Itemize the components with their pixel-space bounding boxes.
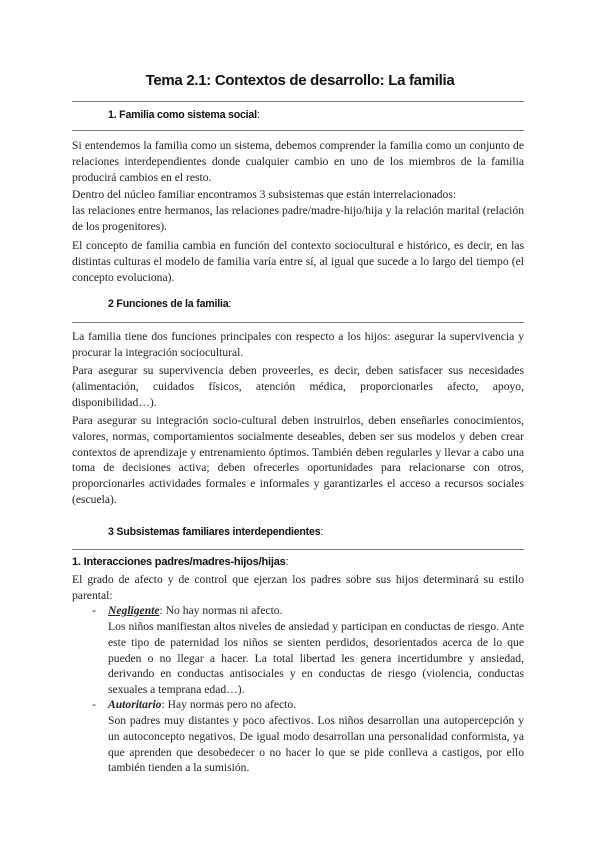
section-1-paragraph-2-lead: Dentro del núcleo familiar encontramos 3 subsistemas que están interrelacionados: xyxy=(72,188,457,201)
list-item-definition: : Hay normas pero no afecto. xyxy=(161,698,297,711)
section-2-heading-text: 2 Funciones de la familia xyxy=(108,298,229,310)
section-2-heading: 2 Funciones de la familia: xyxy=(108,298,232,310)
list-bullet: - xyxy=(92,604,96,617)
list-item-description: Son padres muy distantes y poco afectivos. Los niños desarrollan una autopercepción y un autoconcepto negativos. De igual modo desarrollan una personalidad conformista, ya que aprenden que desobedecer o no hacer lo que se pide conlleva a castigos, por ello también tienden a la sumisión. xyxy=(108,714,524,775)
section-1-heading-text: 1. Familia como sistema social xyxy=(108,109,257,121)
divider xyxy=(72,101,524,102)
list-item-negligente xyxy=(108,603,524,619)
list-item-autoritario xyxy=(108,697,524,713)
divider xyxy=(72,549,524,550)
section-3-heading: 3 Subsistemas familiares interdependientes: xyxy=(108,526,324,538)
section-2-paragraph-2: Para asegurar su supervivencia deben proveerles, es decir, deben satisfacer sus necesidades (alimentación, cuidados físicos, atención médica, proporcionarles afecto, apoyo, disponibilidad…). xyxy=(72,364,524,409)
section-1-paragraph-1: Si entendemos la familia como un sistema, debemos comprender la familia como un conjunto de relaciones interdependientes donde cualquier cambio en uno de los miembros de la familia producirá cambios en el resto. xyxy=(72,139,524,184)
section-1-paragraph-3: El concepto de familia cambia en función del contexto sociocultural e histórico, es decir, en las distintas culturas el modelo de familia varía entre sí, al igual que sucede a lo largo del tiempo (el concepto evoluciona). xyxy=(72,239,524,284)
divider xyxy=(72,130,524,131)
list-item-definition: : No hay normas ni afecto. xyxy=(159,604,283,617)
divider xyxy=(72,322,524,323)
section-1-paragraph-2 xyxy=(72,187,524,234)
subsection-1-intro: El grado de afecto y de control que ejerzan los padres sobre sus hijos determinará su estilo parental: xyxy=(72,573,524,602)
list-item-description: Los niños manifiestan altos niveles de ansiedad y participan en conductas de riesgo. Ante este tipo de paternidad los niños se sienten perdidos, desorientados acerca de lo que pueden o no llegar a hacer. La total libertad les genera incertidumbre y ansiedad, derivando en conductas antisociales y en conductas de riesgo (violencia, conductas sexuales a temprana edad…). xyxy=(108,620,524,697)
subsection-1-heading-text: 1. Interacciones padres/madres-hijos/hijas xyxy=(72,556,286,568)
document-title: Tema 2.1: Contextos de desarrollo: La familia xyxy=(145,72,455,89)
section-1-heading: 1. Familia como sistema social: xyxy=(108,109,260,121)
section-2-paragraph-3: Para asegurar su integración socio-cultural deben instruirlos, deben enseñarles conocimientos, valores, normas, comportamientos socialmente deseables, deben ser sus modelos y deben crear contextos de aprendizaje y entrenamiento óptimos. También deben regularles y llevar a cabo una toma de decisiones activa; deben ofrecerles oportunidades para relacionarse con otros, proporcionarles actividades formales e informales y garantizarles el acceso a recursos sociales (escuela). xyxy=(72,414,524,506)
section-2-paragraph-1: La familia tiene dos funciones principales con respecto a los hijos: asegurar la supervivencia y procurar la integración sociocultural. xyxy=(72,330,524,359)
section-3-heading-text: 3 Subsistemas familiares interdependientes xyxy=(108,526,321,538)
list-item-term: Negligente xyxy=(108,604,160,617)
subsection-1-heading: 1. Interacciones padres/madres-hijos/hijas: xyxy=(72,556,289,568)
section-1-paragraph-2-body: las relaciones entre hermanos, las relaciones padre/madre-hijo/hija y la relación marital (relación de los progenitores). xyxy=(72,203,524,233)
list-item-term: Autoritario xyxy=(108,698,162,711)
list-bullet: - xyxy=(92,698,96,711)
